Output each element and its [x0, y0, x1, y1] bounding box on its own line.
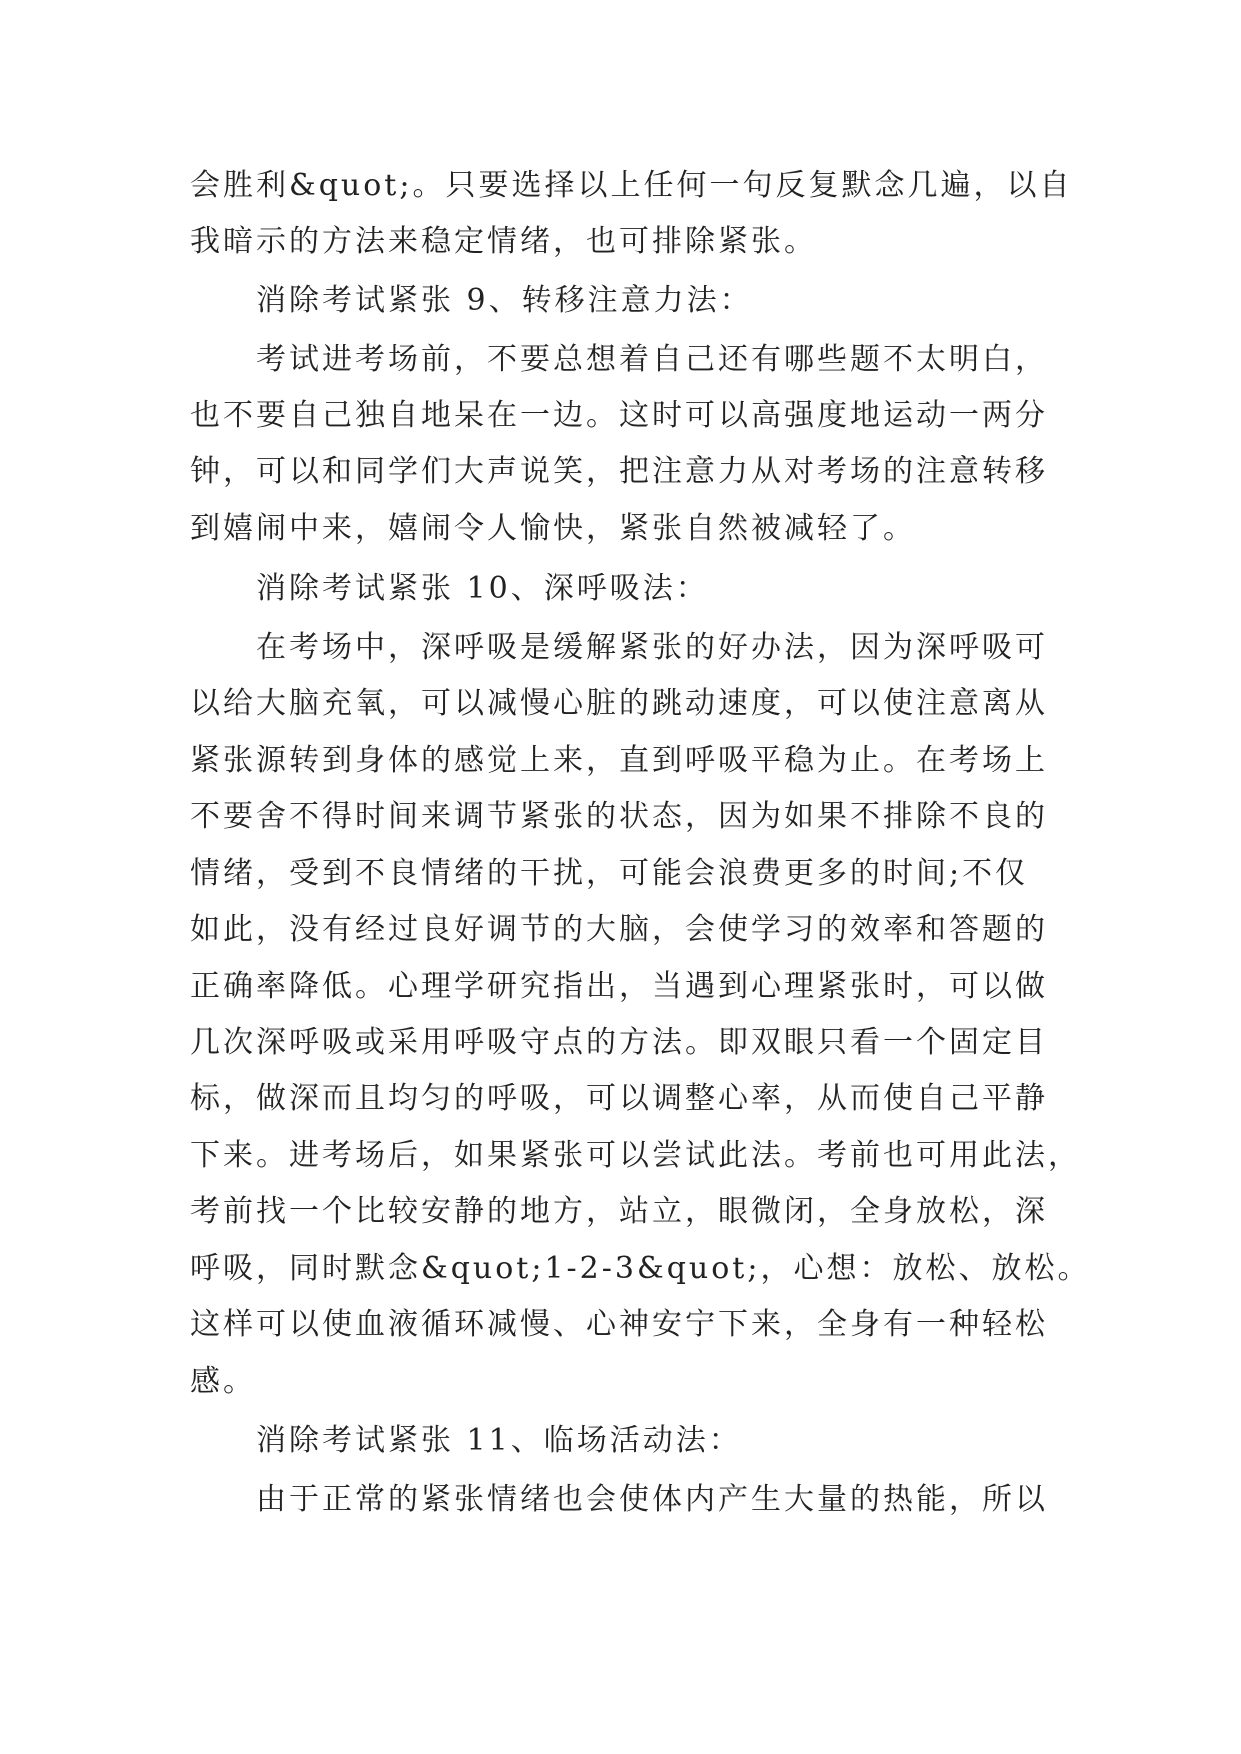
- text-line: 这样可以使血液循环减慢、心神安宁下来，全身有一种轻松: [190, 1307, 1048, 1342]
- text-line: 也不要自己独自地呆在一边。这时可以高强度地运动一两分: [190, 398, 1048, 433]
- text-line: 在考场中，深呼吸是缓解紧张的好办法，因为深呼吸可: [256, 630, 1048, 665]
- text-line: 不要舍不得时间来调节紧张的状态，因为如果不排除不良的: [190, 799, 1048, 834]
- text-line: 标，做深而且均匀的呼吸，可以调整心率，从而使自己平静: [190, 1081, 1048, 1116]
- text-line: 我暗示的方法来稳定情绪，也可排除紧张。: [190, 224, 817, 259]
- text-line: 考试进考场前，不要总想着自己还有哪些题不太明白，: [256, 342, 1048, 377]
- section-heading: 消除考试紧张 11、临场活动法：: [256, 1423, 742, 1458]
- text-line: 紧张源转到身体的感觉上来，直到呼吸平稳为止。在考场上: [190, 743, 1048, 778]
- section-heading: 消除考试紧张 9、转移注意力法：: [256, 283, 753, 318]
- text-line: 到嬉闹中来，嬉闹令人愉快，紧张自然被减轻了。: [190, 511, 916, 546]
- text-line: 考前找一个比较安静的地方，站立，眼微闭，全身放松，深: [190, 1194, 1048, 1229]
- text-line: 几次深呼吸或采用呼吸守点的方法。即双眼只看一个固定目: [190, 1025, 1048, 1060]
- text-line: 如此，没有经过良好调节的大脑，会使学习的效率和答题的: [190, 912, 1048, 947]
- text-line: 会胜利&quot;。只要选择以上任何一句反复默念几遍，以自: [190, 168, 1073, 203]
- text-line: 感。: [190, 1364, 256, 1399]
- text-line: 以给大脑充氧，可以减慢心脏的跳动速度，可以使注意离从: [190, 686, 1048, 721]
- text-line: 下来。进考场后，如果紧张可以尝试此法。考前也可用此法，: [190, 1138, 1081, 1173]
- text-line: 钟，可以和同学们大声说笑，把注意力从对考场的注意转移: [190, 454, 1048, 489]
- text-line: 呼吸，同时默念&quot;1-2-3&quot;，心想：放松、放松。: [190, 1251, 1091, 1286]
- text-line: 情绪，受到不良情绪的干扰，可能会浪费更多的时间;不仅: [190, 856, 1029, 891]
- section-heading: 消除考试紧张 10、深呼吸法：: [256, 571, 709, 606]
- text-line: 由于正常的紧张情绪也会使体内产生大量的热能，所以: [256, 1482, 1048, 1517]
- text-line: 正确率降低。心理学研究指出，当遇到心理紧张时，可以做: [190, 969, 1048, 1004]
